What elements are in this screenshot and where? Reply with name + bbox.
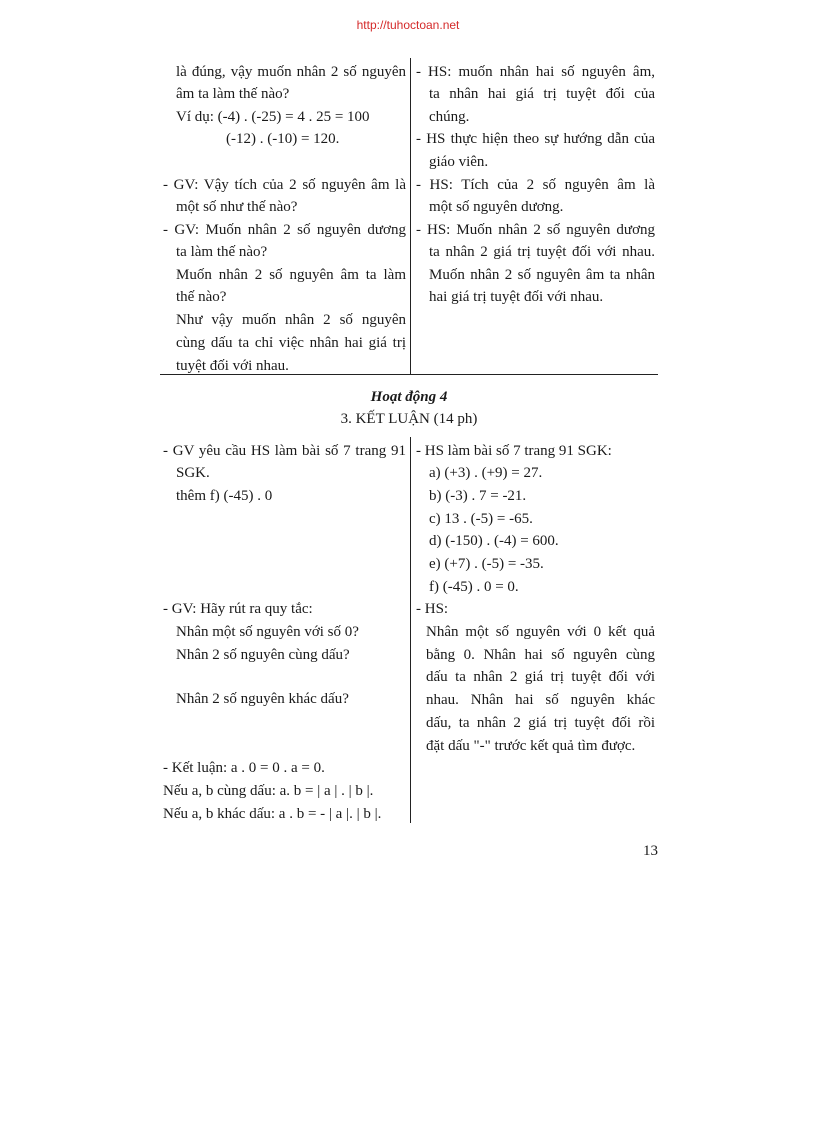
right-text-line: - HS thực hiện theo sự hướng dẫn của [416,131,655,147]
right-text-line: một số nguyên dương. [429,199,564,215]
left-text-line: Nhân 2 số nguyên cùng dấu? [176,647,350,663]
right-text-line: f) (-45) . 0 = 0. [429,579,519,595]
right-text-line: ta nhân 2 giá trị tuyệt đối với nhau. [429,244,655,260]
right-text-line: - HS: Muốn nhân 2 số nguyên dương [416,222,655,238]
header-url[interactable]: http://tuhoctoan.net [356,18,460,32]
left-text-line: một số như thế nào? [176,199,298,215]
right-text-line: hai giá trị tuyệt đối với nhau. [429,289,604,305]
right-text-line: chúng. [429,109,470,125]
right-text-line: dấu ta nhân 2 giá trị tuyệt đối với [426,669,655,685]
right-text-line: d) (-150) . (-4) = 600. [429,533,559,549]
right-text-line: bằng 0. Nhân hai số nguyên cùng [426,647,655,663]
left-text-line: Nhân 2 số nguyên khác dấu? [176,691,349,707]
left-text-line: - GV: Hãy rút ra quy tắc: [163,601,313,617]
left-text-line: (-12) . (-10) = 120. [226,131,340,147]
right-text-line: Nhân một số nguyên với 0 kết quả [426,624,655,640]
right-text-line: - HS: Tích của 2 số nguyên âm là [416,177,655,193]
left-text-line: thêm f) (-45) . 0 [176,488,273,504]
left-text-line: thế nào? [176,289,227,305]
left-text-line: ta làm thế nào? [176,244,268,260]
right-text-line: e) (+7) . (-5) = -35. [429,556,544,572]
right-text-line: giáo viên. [429,154,489,170]
left-text-line: Như vậy muốn nhân 2 số nguyên [176,312,406,328]
right-text-line: b) (-3) . 7 = -21. [429,488,527,504]
right-text-line: a) (+3) . (+9) = 27. [429,465,543,481]
column-divider [410,437,411,823]
left-text-line: là đúng, vậy muốn nhân 2 số nguyên [176,64,406,80]
left-text-line: Nhân một số nguyên với số 0? [176,624,359,640]
right-text-line: nhau. Nhân hai số nguyên khác [426,692,655,708]
left-text-line: Ví dụ: (-4) . (-25) = 4 . 25 = 100 [176,109,370,125]
section-title: Hoạt động 4 [370,389,448,405]
right-text-line: - HS: muốn nhân hai số nguyên âm, [416,64,655,80]
right-text-line: c) 13 . (-5) = -65. [429,511,533,527]
left-text-line: Nếu a, b khác dấu: a . b = - | a |. | b |. [163,806,382,822]
left-text-line: - GV: Muốn nhân 2 số nguyên dương [163,222,406,238]
right-text-line: - HS: [416,601,449,617]
left-text-line: âm ta làm thế nào? [176,86,290,102]
right-text-line: ta nhân hai giá trị tuyệt đối của [429,86,655,102]
left-text-line: Muốn nhân 2 số nguyên âm ta làm [176,267,406,283]
left-text-line: Nếu a, b cùng dấu: a. b = | a | . | b |. [163,783,374,799]
left-text-line: cùng dấu ta chỉ việc nhân hai giá trị [176,335,406,351]
right-text-line: đặt dấu "-" trước kết quả tìm được. [426,738,636,754]
page-number: 13 [643,843,658,859]
table-bottom-rule [160,374,658,375]
left-text-line: tuyệt đối với nhau. [176,358,289,374]
right-text-line: - HS làm bài số 7 trang 91 SGK: [416,443,612,459]
left-text-line: SGK. [176,465,210,481]
right-text-line: Muốn nhân 2 số nguyên âm ta nhân [429,267,655,283]
left-text-line: - Kết luận: a . 0 = 0 . a = 0. [163,760,325,776]
right-text-line: dấu, ta nhân 2 giá trị tuyệt đối rồi [426,715,655,731]
left-text-line: - GV: Vậy tích của 2 số nguyên âm là [163,177,406,193]
left-text-line: - GV yêu cầu HS làm bài số 7 trang 91 [163,443,406,459]
section-subtitle: 3. KẾT LUẬN (14 ph) [340,411,478,427]
column-divider [410,58,411,374]
